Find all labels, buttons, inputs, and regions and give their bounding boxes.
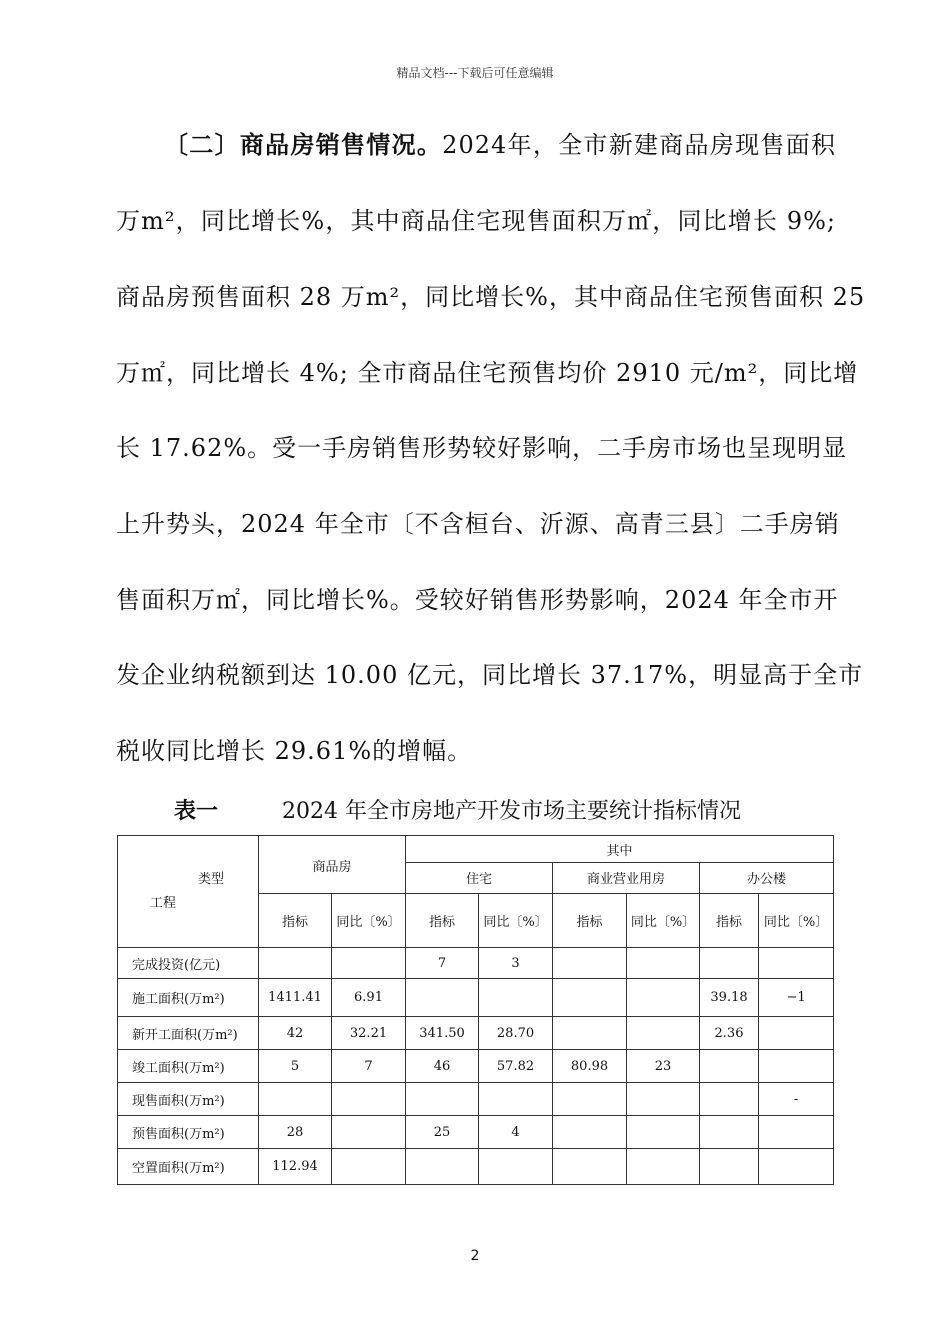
- table-cell: [700, 1083, 759, 1116]
- corner-type: 类型: [198, 872, 225, 887]
- table-cell: [700, 948, 759, 979]
- paragraph-line: 万㎡，同比增长 4%; 全市商品住宅预售均价 2910 元/m²，同比增: [116, 359, 859, 387]
- table-cell: [332, 1083, 406, 1116]
- table-cell: [259, 1083, 332, 1116]
- table-cell: [479, 979, 553, 1017]
- table-cell: 57.82: [479, 1050, 553, 1083]
- table-cell: 28: [259, 1116, 332, 1149]
- yoy-header: 同比〔%〕: [759, 893, 834, 948]
- paragraph-line: 发企业纳税额到达 10.00 亿元，同比增长 37.17%，明显高于全市: [116, 661, 864, 689]
- table-cell: [627, 1083, 700, 1116]
- table-cell: [627, 1017, 700, 1050]
- table-cell: 80.98: [553, 1050, 627, 1083]
- table-cell: 341.50: [406, 1017, 479, 1050]
- table-cell: [553, 1149, 627, 1185]
- table-cell: -: [759, 1083, 834, 1116]
- table-cell: [700, 1149, 759, 1185]
- indicator-header: 指标: [700, 893, 759, 948]
- table-cell: [332, 1116, 406, 1149]
- statistics-table: [117, 835, 834, 1185]
- page-number: 2: [470, 1248, 480, 1264]
- table-cell: [553, 948, 627, 979]
- table-row: [118, 1149, 834, 1185]
- business-header: 商业营业用房: [553, 863, 700, 893]
- section-heading: 〔二〕商品房销售情况。: [164, 130, 443, 159]
- table-cell: 28.70: [479, 1017, 553, 1050]
- table-cell: [553, 1083, 627, 1116]
- table-cell: [627, 948, 700, 979]
- table-cell: 32.21: [332, 1017, 406, 1050]
- table-cell: [700, 1050, 759, 1083]
- table-row: [118, 1116, 834, 1149]
- table-cell: −1: [759, 979, 834, 1017]
- among-header: 其中: [406, 836, 834, 863]
- indicator-header: 指标: [259, 893, 332, 948]
- table-cell: [759, 1017, 834, 1050]
- table-cell: 112.94: [259, 1149, 332, 1185]
- paragraph-line: 商品房预售面积 28 万m²，同比增长%，其中商品住宅预售面积 25: [116, 283, 866, 311]
- row-label: 预售面积(万m²): [118, 1116, 259, 1149]
- table-cell: 4: [479, 1116, 553, 1149]
- table-label: 表一: [174, 798, 219, 824]
- row-label: 完成投资(亿元): [118, 948, 259, 979]
- table-caption: 2024 年全市房地产开发市场主要统计指标情况: [282, 799, 741, 824]
- commercial-header: 商品房: [259, 836, 406, 894]
- table-row: [118, 1017, 834, 1050]
- table-cell: [479, 1083, 553, 1116]
- table-row: [118, 979, 834, 1017]
- row-label: 现售面积(万m²): [118, 1083, 259, 1116]
- table-cell: 6.91: [332, 979, 406, 1017]
- row-label: 新开工面积(万m²): [118, 1017, 259, 1050]
- residential-header: 住宅: [406, 863, 553, 893]
- paragraph-line: 长 17.62%。受一手房销售形势较好影响，二手房市场也呈现明显: [116, 434, 848, 462]
- table-cell: [759, 1050, 834, 1083]
- table-cell: [759, 1149, 834, 1185]
- corner-header: [118, 836, 259, 948]
- table-cell: 23: [627, 1050, 700, 1083]
- table-cell: [553, 979, 627, 1017]
- table-row: [118, 1050, 834, 1083]
- table-row: [118, 948, 834, 979]
- table-cell: [406, 979, 479, 1017]
- yoy-header: 同比〔%〕: [332, 893, 406, 948]
- table-cell: 2.36: [700, 1017, 759, 1050]
- table-cell: [332, 948, 406, 979]
- table-cell: [332, 1149, 406, 1185]
- paragraph-line: 上升势头，2024 年全市〔不含桓台、沂源、高青三县〕二手房销: [116, 510, 840, 538]
- table-cell: 42: [259, 1017, 332, 1050]
- table-cell: [627, 979, 700, 1017]
- table-cell: [259, 948, 332, 979]
- table-cell: [553, 1017, 627, 1050]
- office-header: 办公楼: [700, 863, 834, 893]
- yoy-header: 同比〔%〕: [479, 893, 553, 948]
- table-cell: [406, 1083, 479, 1116]
- paragraph-line: 税收同比增长 29.61%的增幅。: [116, 737, 473, 765]
- table-cell: 25: [406, 1116, 479, 1149]
- table-cell: 46: [406, 1050, 479, 1083]
- table-cell: [553, 1116, 627, 1149]
- table-row: [118, 1083, 834, 1116]
- indicator-header: 指标: [553, 893, 627, 948]
- row-label: 竣工面积(万m²): [118, 1050, 259, 1083]
- line-text: 2024年，全市新建商品房现售面积: [442, 131, 836, 159]
- table-cell: 3: [479, 948, 553, 979]
- table-cell: 7: [406, 948, 479, 979]
- table-cell: 39.18: [700, 979, 759, 1017]
- table-cell: [406, 1149, 479, 1185]
- table-cell: 5: [259, 1050, 332, 1083]
- table-cell: [627, 1149, 700, 1185]
- row-label: 施工面积(万m²): [118, 979, 259, 1017]
- yoy-header: 同比〔%〕: [627, 893, 700, 948]
- row-label: 空置面积(万m²): [118, 1149, 259, 1185]
- corner-project: 工程: [150, 896, 177, 911]
- table-cell: 7: [332, 1050, 406, 1083]
- table-cell: [627, 1116, 700, 1149]
- paragraph-line: [164, 130, 836, 160]
- table-cell: [479, 1149, 553, 1185]
- table-cell: [759, 1116, 834, 1149]
- indicator-header: 指标: [406, 893, 479, 948]
- table-cell: [700, 1116, 759, 1149]
- table-cell: 1411.41: [259, 979, 332, 1017]
- page-header: 精品文档---下载后可任意编辑: [396, 66, 554, 80]
- paragraph-line: 万m²，同比增长%，其中商品住宅现售面积万㎡，同比增长 9%;: [116, 207, 836, 235]
- paragraph-line: 售面积万㎡，同比增长%。受较好销售形势影响，2024 年全市开: [116, 586, 839, 614]
- table-cell: [759, 948, 834, 979]
